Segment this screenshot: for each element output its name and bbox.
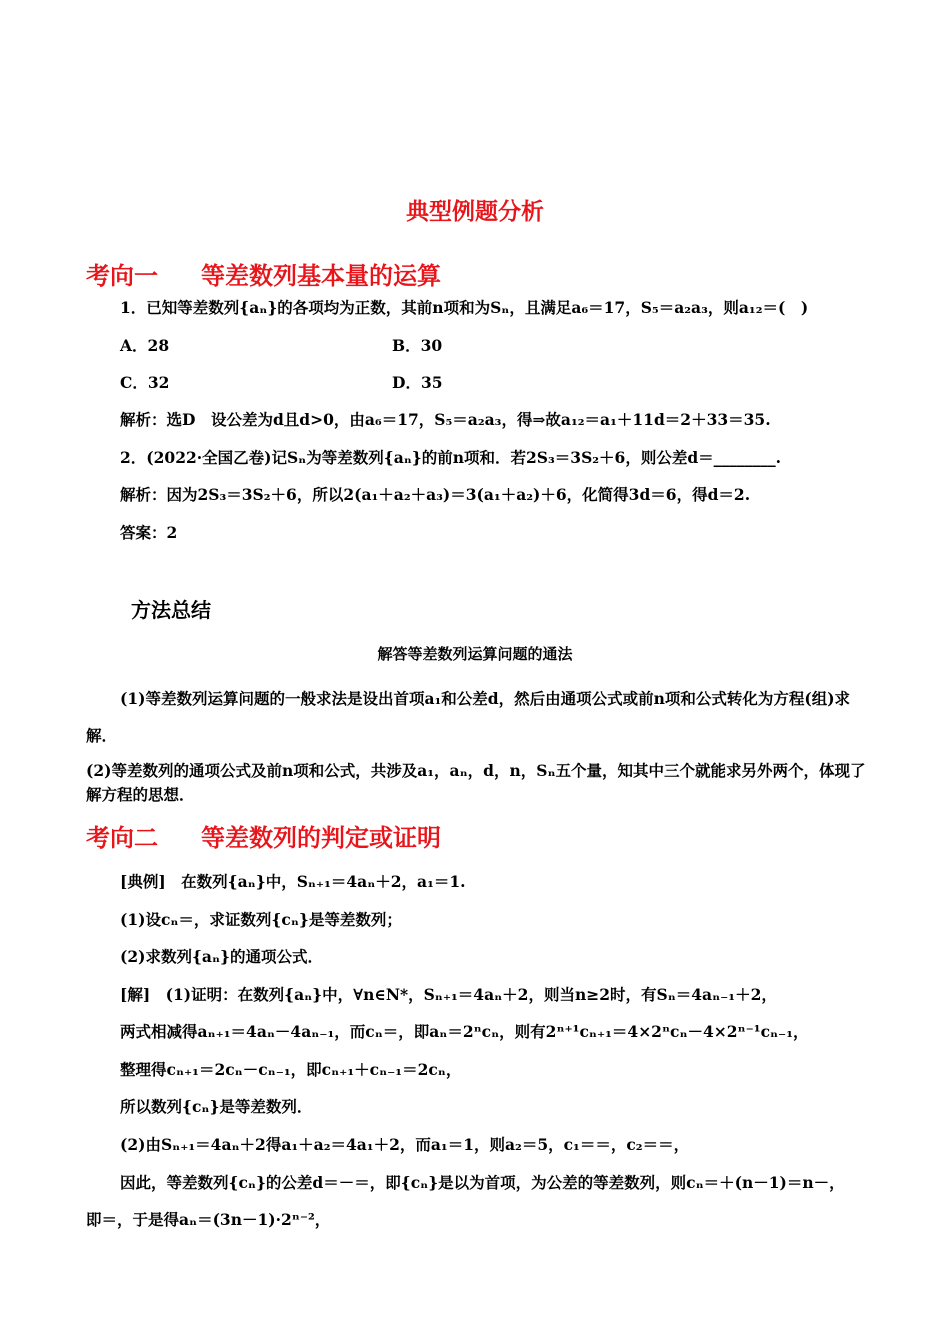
example-part-2: (2)求数列{aₙ}的通项公式． [120, 947, 323, 966]
question-2-stem: 2．(2022·全国乙卷)记Sₙ为等差数列{aₙ}的前n项和．若2S₃＝3S₂＋6，则公差d＝________. [120, 448, 782, 467]
option-b [392, 336, 442, 356]
method-heading: 方法总结 [131, 598, 211, 622]
method-subtitle: 解答等差数列运算问题的通法 [377, 645, 573, 663]
solution-line: 整理得cₙ₊₁＝2cₙ－cₙ₋₁，即cₙ₊₁＋cₙ₋₁＝2cₙ， [120, 1060, 462, 1079]
option-label: D． [392, 373, 421, 392]
page-title: 典型例题分析 [406, 198, 544, 225]
section-number: 考向二 [86, 823, 158, 852]
solution-line: 因此，等差数列{cₙ}的公差d＝－＝，即{cₙ}是以为首项，为公差的等差数列，则cₙ＝＋(n－1)＝n－， [120, 1173, 845, 1192]
option-value: 30 [420, 336, 443, 355]
method-paragraph-2: (2)等差数列的通项公式及前n项和公式，共涉及a₁，aₙ，d，n，Sₙ五个量，知其中三个就能求另外两个，体现了解方程的思想． [86, 761, 866, 804]
solution-line: 两式相减得aₙ₊₁＝4aₙ－4aₙ₋₁，而cₙ＝，即aₙ＝2ⁿcₙ，则有2ⁿ⁺¹cₙ₊₁＝4×2ⁿcₙ－4×2ⁿ⁻¹cₙ₋₁， [120, 1022, 809, 1041]
question-2-analysis: 解析：因为2S₃＝3S₂＋6，所以2(a₁＋a₂＋a₃)＝3(a₁＋a₂)＋6，化简得3d＝6，得d＝2. [120, 485, 751, 504]
section-heading-2 [86, 818, 441, 853]
example-part-1: (1)设cₙ＝，求证数列{cₙ}是等差数列； [120, 910, 402, 929]
option-value: 32 [147, 373, 170, 392]
solution-line: 所以数列{cₙ}是等差数列． [120, 1097, 313, 1116]
solution-line: 即＝，于是得aₙ＝(3n－1)·2ⁿ⁻²， [86, 1210, 331, 1229]
option-label: C． [120, 373, 148, 392]
option-c [120, 373, 169, 393]
option-label: A． [120, 336, 148, 355]
question-1-stem: 1．已知等差数列{aₙ}的各项均为正数，其前n项和为Sₙ，且满足a₆＝17，S₅＝a₂a₃，则a₁₂＝( ) [120, 298, 809, 317]
option-d [392, 373, 443, 393]
section-title: 等差数列的判定或证明 [201, 823, 441, 852]
question-2-answer: 答案：2 [120, 523, 178, 542]
question-1-analysis: 解析：选D 设公差为d且d>0，由a₆＝17，S₅＝a₂a₃，得⇒故a₁₂＝a₁＋11d＝2＋33＝35. [120, 410, 771, 429]
option-value: 35 [420, 373, 443, 392]
solution-line: [解] (1)证明：在数列{aₙ}中，∀n∈N*，Sₙ₊₁＝4aₙ＋2，则当n≥2时，有Sₙ＝4aₙ₋₁＋2， [120, 985, 777, 1004]
option-value: 28 [147, 336, 170, 355]
section-title: 等差数列基本量的运算 [201, 261, 441, 290]
method-paragraph-1: (1)等差数列运算问题的一般求法是设出首项a₁和公差d，然后由通项公式或前n项和公式转化为方程(组)求解． [86, 689, 851, 745]
example-stem: [典例] 在数列{aₙ}中，Sₙ₊₁＝4aₙ＋2，a₁＝1. [120, 872, 466, 891]
option-label: B． [392, 336, 421, 355]
section-number: 考向一 [86, 261, 158, 290]
section-heading-1 [86, 256, 441, 291]
solution-line: (2)由Sₙ₊₁＝4aₙ＋2得a₁＋a₂＝4a₁＋2，而a₁＝1，则a₂＝5，c₁＝＝，c₂＝＝， [120, 1135, 690, 1154]
option-a [120, 336, 169, 356]
